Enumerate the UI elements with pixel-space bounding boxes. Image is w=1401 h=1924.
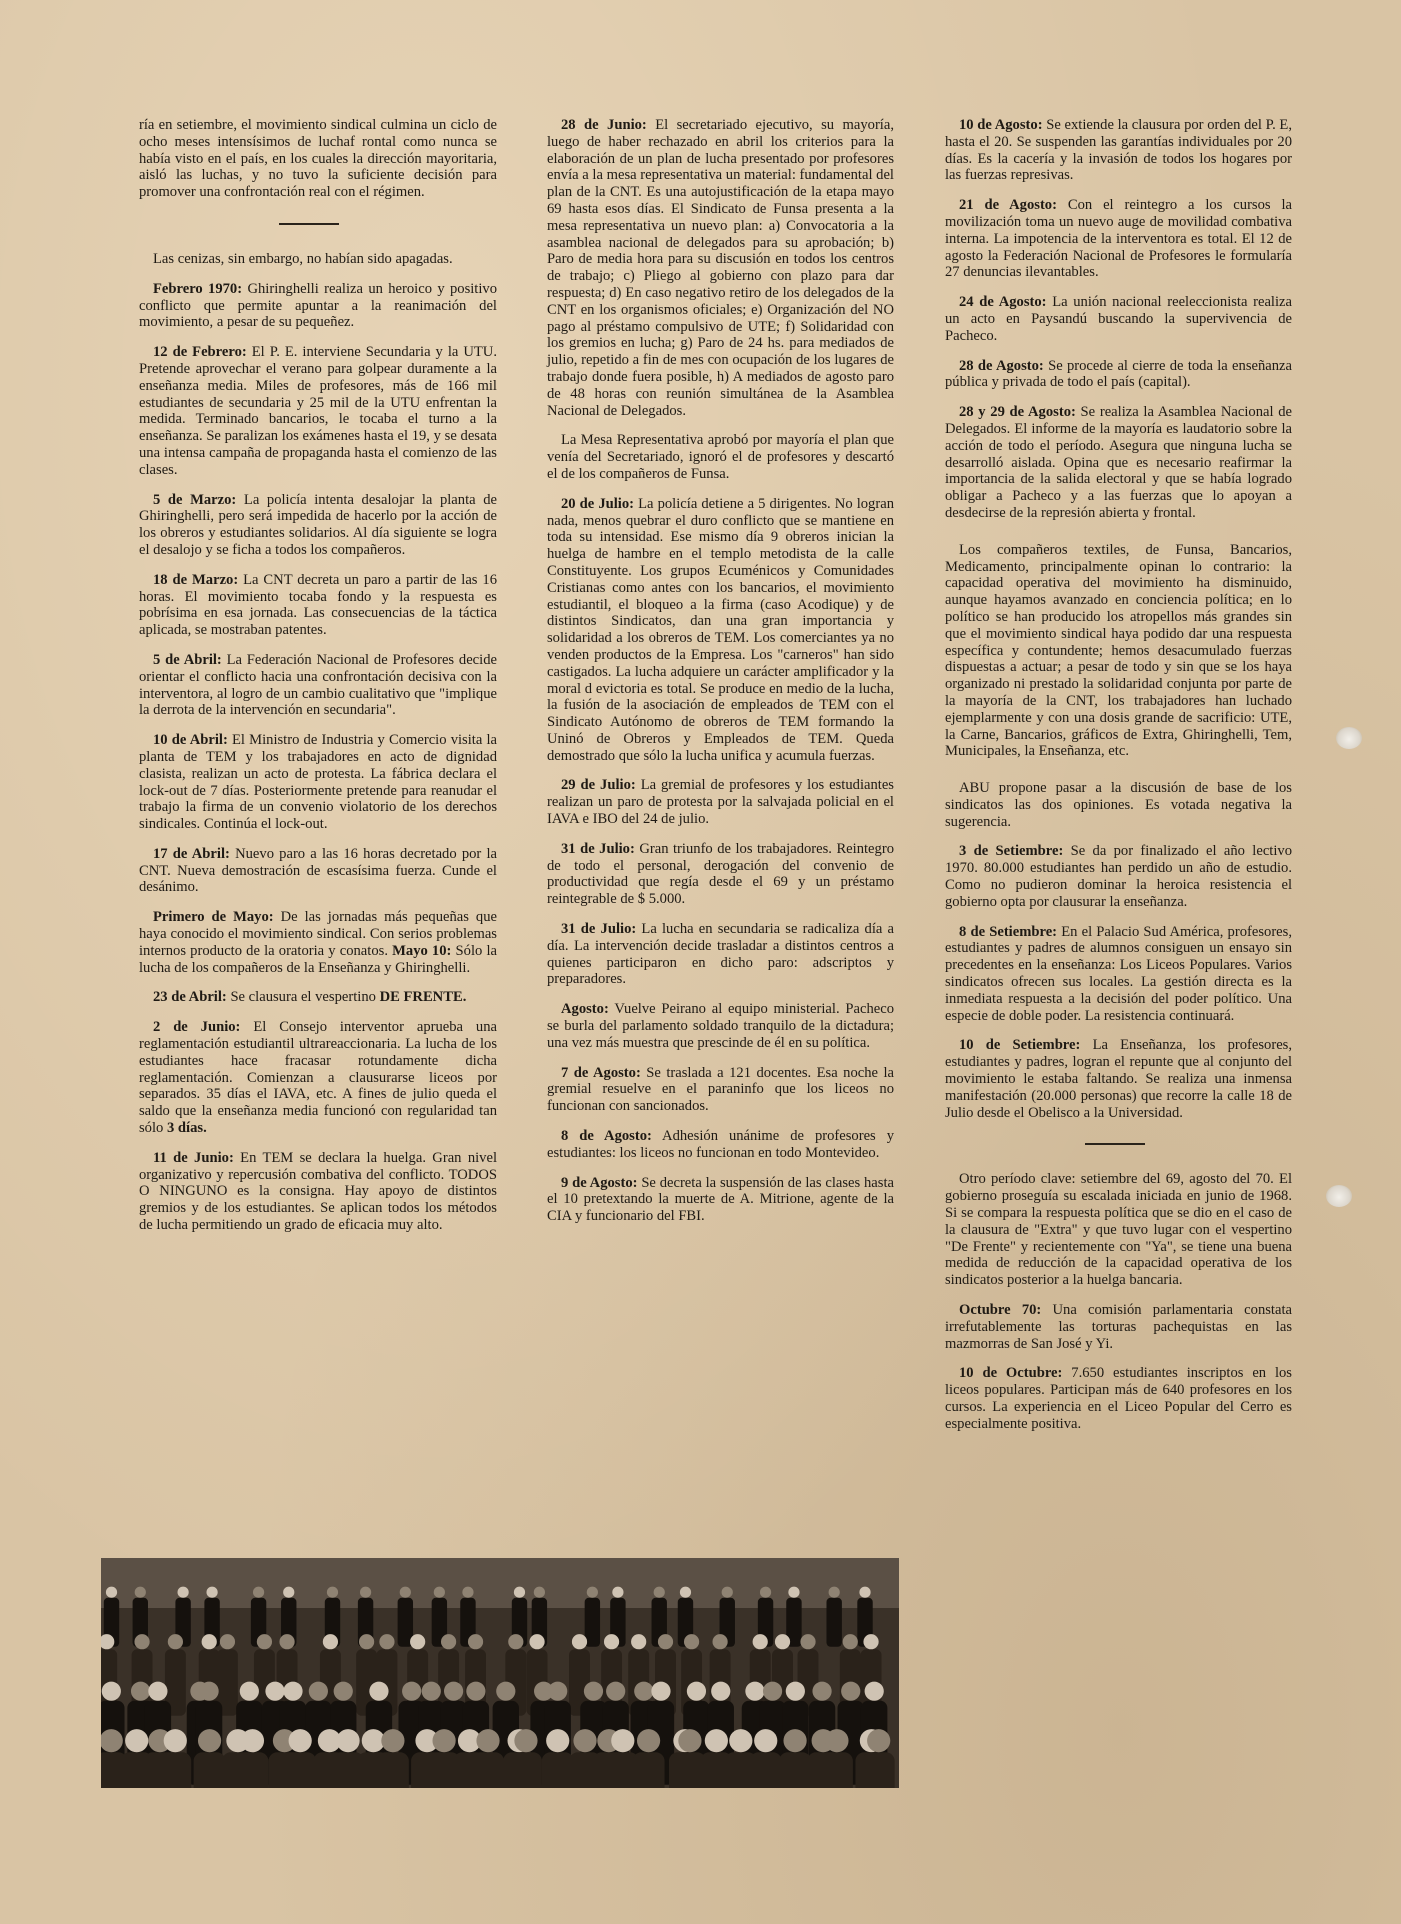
entry-23-abril	[139, 989, 497, 1006]
entry-9-agosto	[547, 1175, 894, 1225]
punch-hole	[1326, 1185, 1352, 1207]
crowd-person-body	[472, 1752, 504, 1788]
entry-text: Con el reintegro a los cursos la movilización toma un nuevo auge de movilidad combativa interna. La impotencia de la interventora es total. El 12 de agosto la Federación Nacional de Profesores le formularía 27 denuncias ilevantables.	[945, 197, 1292, 281]
entry-agosto	[547, 1001, 894, 1051]
entry-date: 10 de Abril:	[153, 732, 228, 749]
entry-date: 12 de Febrero:	[153, 344, 247, 361]
crowd-person-head	[334, 1682, 353, 1701]
entry-text: Ghiringhelli realiza un heroico y positivo conflicto que permite apuntar a la reanimación del movimiento, a pesar de su pequeñez.	[139, 280, 498, 331]
entry-31-julio-a	[547, 841, 894, 908]
entry-date: Octubre 70:	[959, 1302, 1042, 1319]
entry-text: De las jornadas más pequeñas que haya conocido el movimiento sindical. Con serios problemas internos producto de la oratoria y conatos.	[139, 909, 497, 959]
entry-text: El secretariado ejecutivo, su mayoría, luego de haber rechazado en abril los criterios para la elaboración de un plan de lucha presentado por profesores envía a la mesa representativa un material: fundamental del plan de la CNT. Es una autojustificación de la etapa mayo 69 hasta esos días. El Sindicato de Funsa presenta a la mesa representativa un nuevo plan: a) Convocatoria a la asamblea nacional de delegados para su aprobación; b) Paro de media hora para su discusión en todos los centros de trabajo; c) Pliego al gobierno con plazo para dar respuesta; d) En caso negativo retiro de los delegados de la CNT en los organismos oficiales; e) Organización del NO pago al préstamo compulsivo de UTE; f) Solidaridad con los gremios en lucha; g) Paro de 24 hs. para mediados de julio, repetido a fin de mes con ocupación de los lugares de trabajo donde fuera posible, h) A mediados de agosto paro de 48 horas con reunión simultánea de la Asamblea Nacional de Delegados.	[547, 117, 894, 419]
entry-date: 28 de Agosto:	[959, 357, 1044, 374]
entry-text: El Ministro de Industria y Comercio visita la planta de TEM y los trabajadores en acto de dignidad clasista, realizan un acto de protesta. La fábrica declara el lock-out de 7 días. Posteriormente pretende para reanudar el trabajo la firma de un convenio violatorio de los derechos sindicales. Continúa el lock-out.	[139, 732, 497, 833]
entry-10-agosto	[945, 117, 1292, 184]
column-3	[945, 117, 1292, 1446]
crowd-person-head	[198, 1729, 221, 1752]
crowd-person-head	[241, 1729, 264, 1752]
entry-date: 5 de Abril:	[153, 651, 222, 668]
crowd-person-head	[775, 1634, 790, 1649]
crowd-person-head	[604, 1634, 619, 1649]
crowd-person-head	[753, 1634, 768, 1649]
entry-10-octubre	[945, 1365, 1292, 1432]
entry-text: La lucha en secundaria se radicaliza día a día. La intervención decide trasladar a distintos centros a quienes participaron en dicho paro: adscriptos y preparadores.	[547, 921, 895, 988]
crowd-person-head	[843, 1634, 858, 1649]
crowd-person-head	[687, 1682, 706, 1701]
entry-8-setiembre	[945, 924, 1292, 1025]
crowd-person-head	[476, 1729, 499, 1752]
crowd-person-head	[788, 1587, 799, 1598]
entry-text: Vuelve Peirano al equipo ministerial. Pacheco se burla del parlamento soldado tranquilo de la dictadura; una vez más muestra que prescinde de él en su política.	[547, 1001, 894, 1051]
entry-date: 21 de Agosto:	[959, 197, 1057, 214]
entry-24-agosto	[945, 294, 1292, 344]
crowd-person-head	[680, 1587, 691, 1598]
entry-date: 2 de Junio:	[153, 1019, 241, 1036]
crowd-person-body	[863, 1752, 895, 1788]
crowd-person-head	[634, 1682, 653, 1701]
crowd-person-head	[289, 1729, 312, 1752]
crowd-person-head	[534, 1587, 545, 1598]
entry-date: 17 de Abril:	[153, 845, 230, 862]
entry-5-marzo	[139, 492, 497, 559]
entry-date: Mayo 10:	[392, 942, 452, 959]
crowd-person-head	[606, 1682, 625, 1701]
entry-text: El P. E. interviene Secundaria y la UTU. Pretende aprovechar el verano para golpear duramente a la enseñanza media. Miles de profesores, más de 166 mil estudiantes de secundaria y 25 mil de la UTU enfrentan la medida. Terminado bancarios, le tocaba el turno a la enseñanza. Se paralizan los exámenes hasta el 19, y se desata una intensa campaña de propaganda hasta el comienzo de las clases.	[139, 344, 497, 478]
paragraph-companeros: Los compañeros textiles, de Funsa, Bancarios, Medicamento, principalmente opinan lo contrario: la capacidad operativa del movimiento ha disminuido, aunque hayamos avanzado en conciencia política; en lo político se han producido los atropellos más grandes sin que el movimiento sindical haya podido dar una respuesta específica y contundente; hemos desacumulado fuerzas dispuestas a actuar; a pesar de todo y sin que se los haya organizado ni prestado la solidaridad conjunta por parte de la mayoría de la CNT, los trabajadores han luchado ejemplarmente y con una dosis grande de sacrificio: UTE, la Carne, Bancarios, gráficos de Extra, Ghiringhelli, Tem, Municipales, la Enseñanza, etc.	[945, 541, 1292, 760]
crowd-person-head	[257, 1634, 272, 1649]
crowd-person-head	[441, 1634, 456, 1649]
entry-3-setiembre	[945, 843, 1292, 910]
crowd-person-head	[722, 1587, 733, 1598]
crowd-person-body	[194, 1752, 226, 1788]
crowd-person-head	[466, 1682, 485, 1701]
crowd-person-head	[658, 1634, 673, 1649]
crowd-person-body	[542, 1752, 574, 1788]
entry-18-marzo	[139, 572, 497, 639]
entry-text: Se traslada a 121 docentes. Esa noche la gremial resuelve en el paraninfo que los liceos no funcionan con sancionados.	[547, 1064, 894, 1115]
crowd-person-head	[654, 1587, 665, 1598]
crowd-person-body	[821, 1752, 853, 1788]
entry-date: 23 de Abril:	[153, 989, 227, 1006]
crowd-person-body	[826, 1598, 841, 1647]
crowd-person-head	[612, 1587, 623, 1598]
crowd-person-head	[327, 1587, 338, 1598]
crowd-person-body	[377, 1752, 409, 1788]
crowd-person-head	[381, 1729, 404, 1752]
crowd-person-head	[102, 1682, 121, 1701]
entry-28-29-agosto	[945, 404, 1292, 522]
crowd-person-head	[841, 1682, 860, 1701]
crowd-person-head	[611, 1729, 634, 1752]
crowd-person-head	[220, 1634, 235, 1649]
entry-text: La CNT decreta un paro a partir de las 16 horas. El movimiento tocaba fondo y la respuesta es pobrísima en esa jornada. Las consecuencias de la táctica aplicada, se mostraban patentes.	[139, 571, 497, 639]
entry-7-agosto	[547, 1065, 894, 1115]
crowd-person-head	[514, 1587, 525, 1598]
entry-text: Sólo la lucha de los compañeros de la Enseñanza y Ghiringhelli.	[139, 942, 497, 976]
crowd-person-body	[159, 1752, 191, 1788]
crowd-person-body	[779, 1752, 811, 1788]
crowd-person-body	[236, 1752, 268, 1788]
crowd-person-head	[496, 1682, 515, 1701]
entry-text: Se da por finalizado el año lectivo 1970. 80.000 estudiantes han perdido un año de estudio. Como no pudieron dominar la heroica resistencia el gobierno opta por clausurar la enseñanza.	[945, 843, 1292, 910]
crowd-person-head	[279, 1634, 294, 1649]
crowd-person-head	[584, 1682, 603, 1701]
entry-bold-text: DE FRENTE.	[379, 989, 467, 1006]
crowd-person-body	[633, 1752, 665, 1788]
entry-date: 5 de Marzo:	[153, 491, 237, 508]
crowd-person-head	[379, 1634, 394, 1649]
crowd-person-head	[572, 1634, 587, 1649]
crowd-person-head	[705, 1729, 728, 1752]
crowd-person-head	[323, 1634, 338, 1649]
crowd-person-head	[206, 1587, 217, 1598]
paragraph-cenizas: Las cenizas, sin embargo, no habían sido apagadas.	[153, 250, 453, 267]
crowd-person-head	[786, 1682, 805, 1701]
crowd-person-head	[587, 1587, 598, 1598]
crowd-person-head	[360, 1587, 371, 1598]
entry-text: La policía detiene a 5 dirigentes. No logran nada, menos quebrar el duro conflicto que se mantiene en toda su intensidad. Ese mismo día 9 obreros inician la huelga de hambre en el templo metodista de la calle Constituyente. Los grupos Ecuménicos y Comunidades Cristianas como antes con los bancarios, el movimiento estudiantil, el bloqueo a la firma (caso Acodique) y de distintos Sindicatos, dan una gran importancia y solidaridad a los obreros de TEM. Los comerciantes ya no venden productos de la Empresa. Los "carneros" han sido castigados. La lucha adquiere un carácter amplificador y la moral d evictoria es total. Se produce en medio de la lucha, la fusión de la asociación de empleados de TEM con el Sindicato Autónomo de obreros de TEM formando la Uninó de Obreros y Empleados de TEM. Queda demostrado que sólo la lucha unifica y acumula fuerzas.	[547, 495, 894, 764]
crowd-person-head	[684, 1634, 699, 1649]
entry-date: 3 de Setiembre:	[959, 843, 1064, 860]
entry-text: En el Palacio Sud América, profesores, estudiantes y padres de alumnos consiguen un ensayo sin precedentes en la enseñanza: Los Liceos Populares. Varios sindicatos ofrecen sus locales. La gestión directa es la inmediata respuesta a la decisión del poder político. Una especie de doble poder. La resistencia continuará.	[945, 923, 1292, 1024]
entry-date: 28 de Junio:	[561, 117, 647, 133]
crowd-person-head	[859, 1587, 870, 1598]
crowd-person-head	[402, 1682, 421, 1701]
entry-date: 9 de Agosto:	[561, 1174, 638, 1191]
crowd-person-head	[800, 1634, 815, 1649]
crowd-person-head	[283, 1587, 294, 1598]
entry-date: 8 de Setiembre:	[959, 923, 1058, 940]
crowd-person-body	[750, 1752, 782, 1788]
crowd-person-head	[253, 1587, 264, 1598]
crowd-person-head	[462, 1587, 473, 1598]
entry-octubre-70	[945, 1302, 1292, 1352]
crowd-person-head	[514, 1729, 537, 1752]
crowd-person-head	[863, 1634, 878, 1649]
crowd-person-head	[763, 1682, 782, 1701]
entry-febrero-1970	[139, 281, 497, 331]
entry-date: 8 de Agosto:	[561, 1128, 652, 1145]
crowd-person-head	[631, 1634, 646, 1649]
crowd-person-body	[510, 1752, 542, 1788]
entry-text: Adhesión unánime de profesores y estudiantes: los liceos no funcionan en todo Montevideo.	[547, 1128, 894, 1161]
entry-10-abril	[139, 732, 497, 833]
entry-date: 31 de Julio:	[561, 840, 635, 857]
column-1	[139, 117, 497, 1247]
entry-date: 18 de Marzo:	[153, 571, 239, 588]
section-divider	[1085, 1143, 1145, 1145]
crowd-person-head	[754, 1729, 777, 1752]
crowd-person-head	[168, 1634, 183, 1649]
entry-text: Se extiende la clausura por orden del P. E, hasta el 20. Se suspenden las garantías individuales por 20 días. Es la cacería y la invasión de todos los hogares por las fuerzas represivas.	[945, 117, 1292, 184]
paragraph-intro: ría en setiembre, el movimiento sindical culmina un ciclo de ocho meses intensísimos de luchaf rontal como nunca se había visto en el país, en los cuales la dirección mayoritaria, aisló las luchas, y no tuvo la suficiente decisión para promover una confrontación real con el régimen.	[139, 117, 497, 201]
entry-28-junio	[547, 117, 894, 419]
crowd-person-head	[812, 1682, 831, 1701]
entry-text: El Consejo interventor aprueba una reglamentación estudiantil ultrareaccionaria. La lucha de los estudiantes hace fracasar rotundamente dicha reglamentación. Comienzan a clausurarse liceos por separados. 35 días el IAVA, etc. A fines de julio queda el saldo que la enseñanza media funcionó con regularidad tan sólo	[139, 1019, 497, 1137]
paragraph-mesa-representativa: La Mesa Representativa aprobó por mayoría el plan que venía del Secretariado, ignoró el de profesores y descartó el de los compañeros de Funsa.	[547, 432, 894, 482]
paragraph-otro-periodo: Otro período clave: setiembre del 69, agosto del 70. El gobierno proseguía su escalada iniciada en junio de 1968. Si se compara la respuesta política que se dio en el caso de la clausura de "Extra" y que tuvo lugar con el vespertino "De Frente" y recientemente con "Ya", se tiene una buena medida de reducción de la capacidad operativa de los sindicatos posterior a la huelga bancaria.	[945, 1171, 1292, 1289]
crowd-person-body	[585, 1598, 600, 1647]
crowd-person-head	[825, 1729, 848, 1752]
crowd-person-head	[508, 1634, 523, 1649]
crowd-person-head	[106, 1587, 117, 1598]
crowd-person-head	[573, 1729, 596, 1752]
entry-text: Nuevo paro a las 16 horas decretado por la CNT. Nueva demostración de escasísima fuerza. Cunde el desánimo.	[139, 845, 498, 896]
entry-31-julio-b	[547, 921, 894, 988]
crowd-person-head	[135, 1587, 146, 1598]
entry-primero-mayo	[139, 909, 497, 976]
entry-21-agosto	[945, 197, 1292, 281]
crowd-person-head	[867, 1729, 890, 1752]
entry-text: Se decreta la suspensión de las clases hasta el 10 pretextando la muerte de A. Mitrione, agente de la CIA y funcionario del FBI.	[547, 1174, 894, 1225]
crowd-person-head	[265, 1682, 284, 1701]
crowd-person-head	[283, 1682, 302, 1701]
crowd-person-head	[134, 1634, 149, 1649]
crowd-person-body	[284, 1752, 316, 1788]
crowd-person-head	[760, 1587, 771, 1598]
entry-5-abril	[139, 652, 497, 719]
crowd-person-head	[529, 1634, 544, 1649]
crowd-person-head	[783, 1729, 806, 1752]
crowd-person-head	[548, 1682, 567, 1701]
entry-date: 20 de Julio:	[561, 495, 635, 512]
entry-text: La Federación Nacional de Profesores decide orientar el conflicto hacia una confrontación decisiva con la interventora, al logro de un cambio cualitativo que "implique la derrota de la intervención en secundaria".	[139, 651, 497, 719]
crowd-person-head	[148, 1682, 167, 1701]
entry-text: La gremial de profesores y los estudiantes realizan un paro de protesta por la salvajada policial en el IAVA e IBO del 24 de julio.	[547, 777, 894, 828]
entry-date: 31 de Julio:	[561, 921, 637, 938]
crowd-person-head	[712, 1634, 727, 1649]
crowd-person-head	[829, 1587, 840, 1598]
entry-date: 29 de Julio:	[561, 777, 636, 794]
entry-10-setiembre	[945, 1037, 1292, 1121]
crowd-person-head	[125, 1729, 148, 1752]
crowd-person-head	[369, 1682, 388, 1701]
crowd-person-head	[202, 1634, 217, 1649]
entry-date: 10 de Octubre:	[959, 1365, 1063, 1382]
entry-date: 11 de Junio:	[153, 1149, 234, 1166]
entry-20-julio	[547, 496, 894, 765]
entry-text: Se clausura el vespertino	[230, 989, 376, 1006]
crowd-person-head	[468, 1634, 483, 1649]
entry-29-julio	[547, 777, 894, 827]
entry-text: 7.650 estudiantes inscriptos en los liceos populares. Participan más de 640 profesores en los cursos. La experiencia en el Liceo Popular del Cerro es especialmente positiva.	[945, 1365, 1292, 1432]
entry-date: Febrero 1970:	[153, 280, 243, 297]
column-2	[547, 117, 894, 1238]
entry-2-junio	[139, 1019, 497, 1137]
entry-text: La unión nacional reeleccionista realiza un acto en Paysandú buscando la supervivencia de Pacheco.	[945, 294, 1292, 344]
crowd-photo	[101, 1558, 899, 1788]
entry-text: Se procede al cierre de toda la enseñanza pública y privada de todo el país (capital).	[945, 357, 1292, 391]
entry-text: Gran triunfo de los trabajadores. Reintegro de todo el personal, derogación del convenio de productividad que regía desde el 69 y un préstamo reintegrable de $ 5.000.	[547, 840, 894, 908]
crowd-person-head	[164, 1729, 187, 1752]
crowd-person-head	[336, 1729, 359, 1752]
entry-text: La policía intenta desalojar la planta de Ghiringhelli, pero será impedida de hacerlo por la acción de los obreros y estudiantes solidarios. Al día siguiente se logra el desalojo y se ficha a todos los compañeros.	[139, 491, 497, 558]
entry-date: 24 de Agosto:	[959, 294, 1047, 311]
entry-date: Primero de Mayo:	[153, 909, 274, 926]
entry-bold-text: 3 días.	[166, 1120, 207, 1137]
entry-28-agosto	[945, 358, 1292, 392]
entry-text: Una comisión parlamentaria constata irrefutablemente las torturas pachequistas en las mazmorras de San José y Yi.	[945, 1302, 1292, 1352]
crowd-person-head	[131, 1682, 150, 1701]
crowd-person-head	[432, 1729, 455, 1752]
entry-text: En TEM se declara la huelga. Gran nivel organizativo y repercusión combativa del conflicto. TODOS O NINGUNO es la consigna. Hay apoyo de distintos gremios y de los estudiantes. Se aplican todos los métodos de lucha permitiendo un grado de eficacia muy alto.	[139, 1149, 497, 1234]
crowd-person-head	[240, 1682, 259, 1701]
entry-date: 10 de Agosto:	[959, 117, 1043, 133]
crowd-person-head	[678, 1729, 701, 1752]
entry-date: 7 de Agosto:	[561, 1064, 641, 1081]
crowd-person-head	[729, 1729, 752, 1752]
crowd-person-head	[359, 1634, 374, 1649]
crowd-person-head	[309, 1682, 328, 1701]
crowd-person-head	[711, 1682, 730, 1701]
crowd-person-head	[651, 1682, 670, 1701]
entry-date: Agosto:	[561, 1001, 609, 1018]
crowd-person-head	[745, 1682, 764, 1701]
entry-text: La Enseñanza, los profesores, estudiantes y padres, logran el repunte que al conjunto del movimiento le estaba faltando. Se realiza una inmensa manifestación (20.000 personas) que recorre la calle 18 de Julio desde el Obelisco a la Universidad.	[945, 1037, 1293, 1121]
crowd-person-head	[400, 1587, 411, 1598]
entry-8-agosto	[547, 1128, 894, 1162]
crowd-person-head	[444, 1682, 463, 1701]
crowd-person-head	[546, 1729, 569, 1752]
crowd-person-head	[434, 1587, 445, 1598]
paragraph-abu: ABU propone pasar a la discusión de base de los sindicatos las dos opiniones. Es votada negativa la sugerencia.	[945, 780, 1292, 830]
crowd-person-head	[199, 1682, 218, 1701]
entry-12-febrero	[139, 344, 497, 478]
crowd-person-head	[865, 1682, 884, 1701]
crowd-person-head	[422, 1682, 441, 1701]
crowd-person-head	[410, 1634, 425, 1649]
crowd-person-head	[178, 1587, 189, 1598]
entry-date: 10 de Setiembre:	[959, 1037, 1081, 1054]
entry-11-junio	[139, 1150, 497, 1234]
photo-sky	[101, 1558, 899, 1608]
section-divider	[279, 223, 339, 225]
crowd-person-head	[637, 1729, 660, 1752]
entry-date: 28 y 29 de Agosto:	[959, 404, 1076, 421]
punch-hole	[1336, 727, 1362, 749]
entry-text: Se realiza la Asamblea Nacional de Delegados. El informe de la mayoría es laudatorio sobre la acción de todo el período. Asegura que ninguna lucha se desarrolló aislada. Opina que es necesario reafirmar la importancia de la salida electoral y que se había logrado obligar a Pacheco y a las fuerzas que lo apoyan a desdecirse de la represión abierta y frontal.	[945, 404, 1292, 521]
entry-17-abril	[139, 846, 497, 896]
